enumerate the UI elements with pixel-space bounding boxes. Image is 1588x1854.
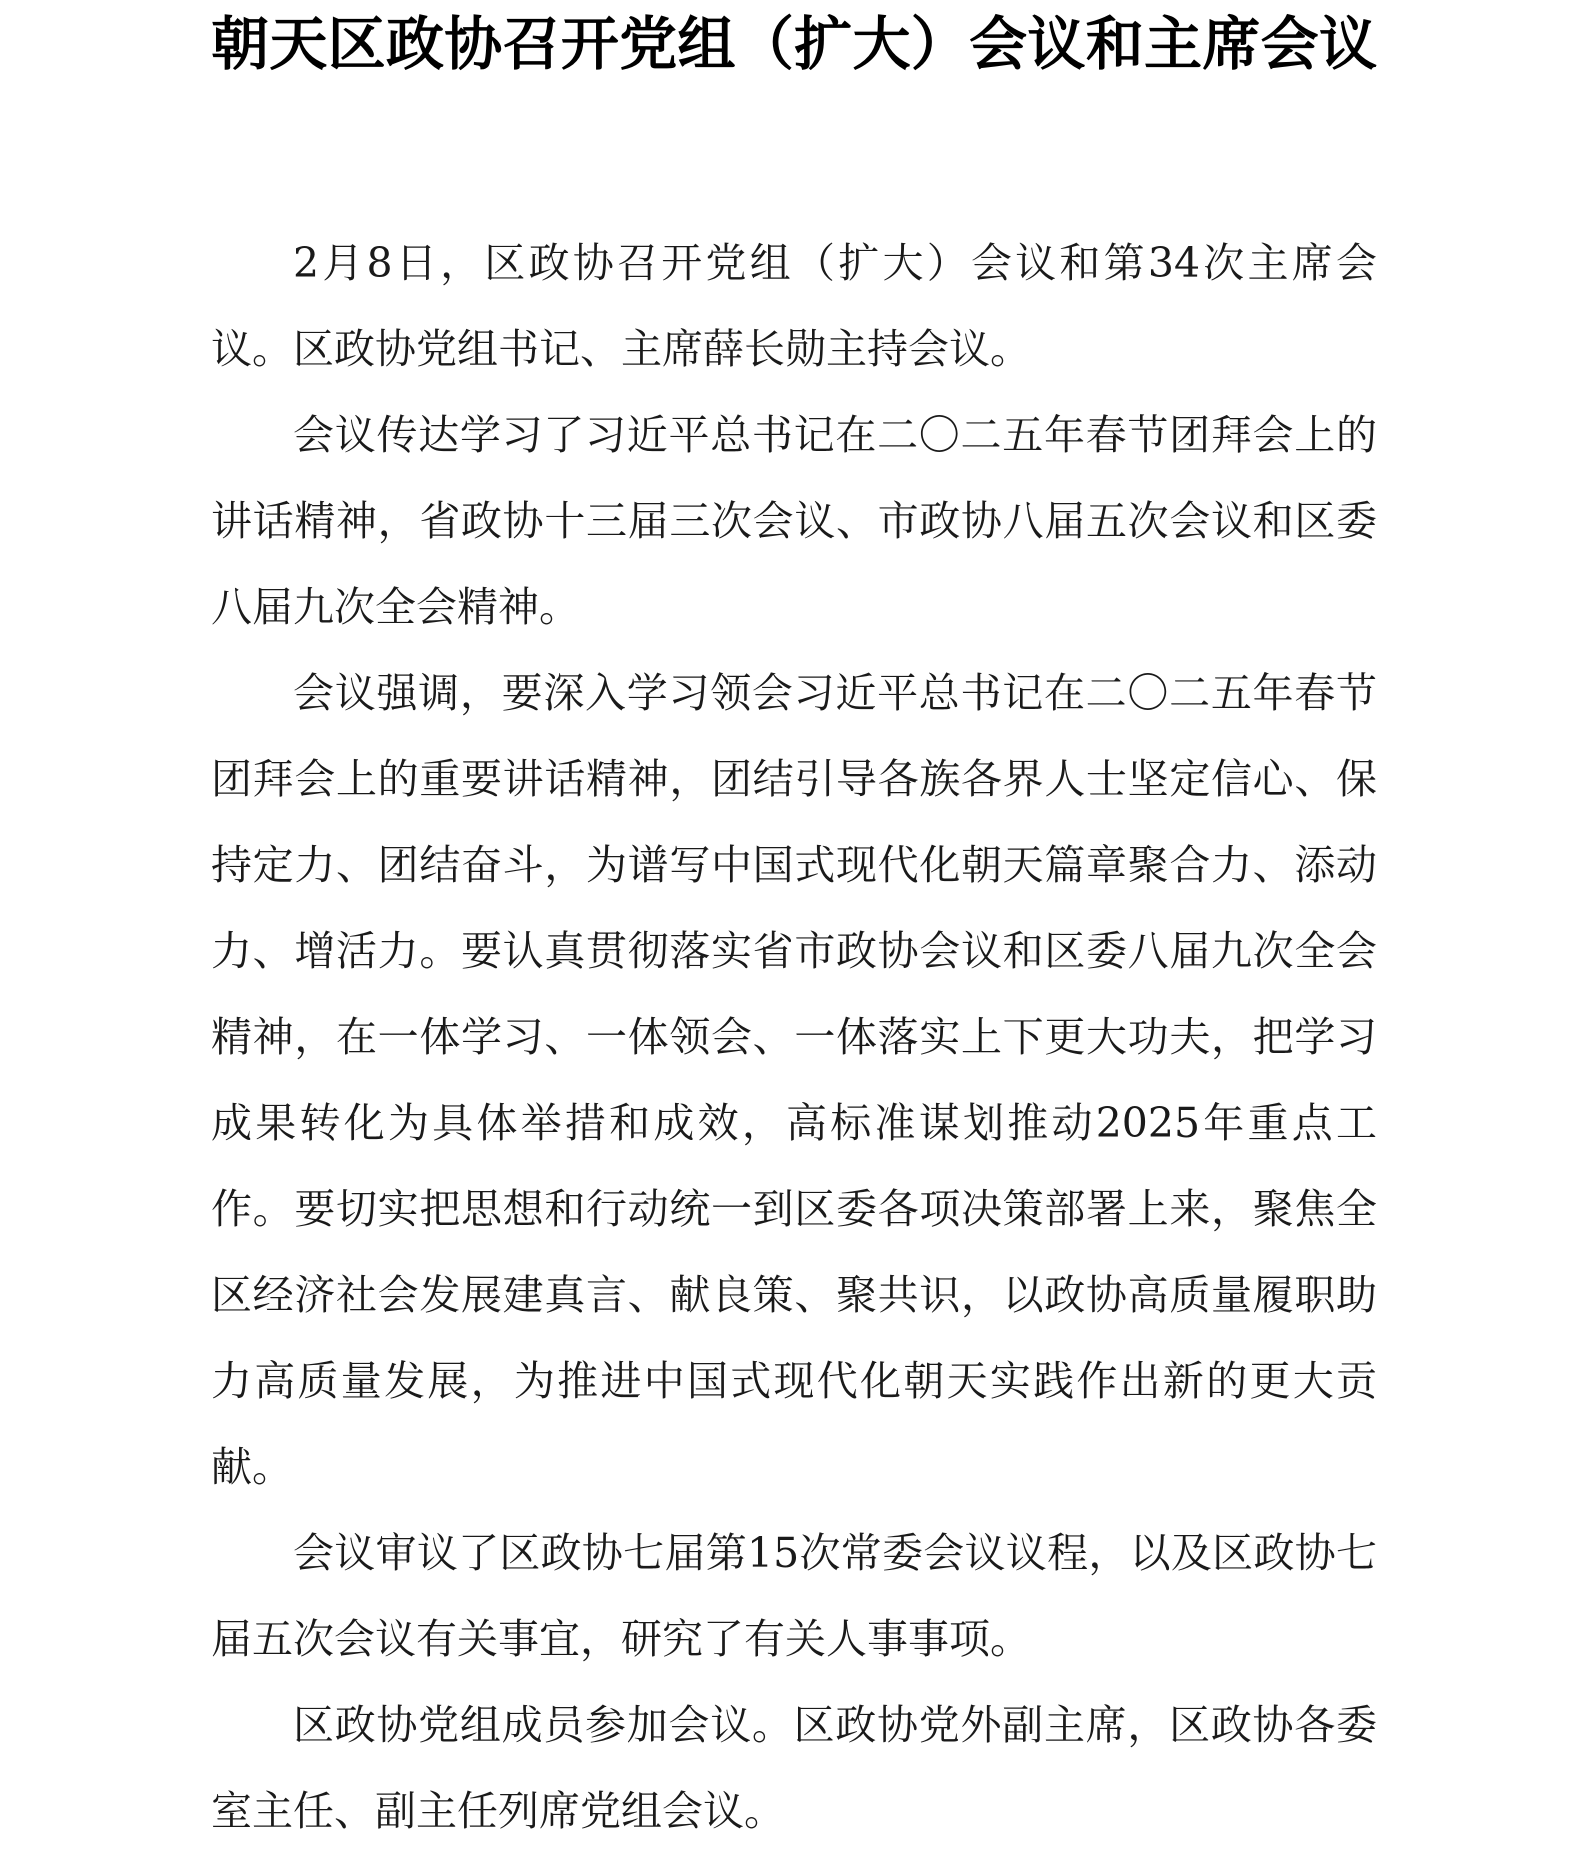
paragraph-meeting-review: 会议审议了区政协七届第15次常委会议议程，以及区政协七届五次会议有关事宜，研究了有关人事事项。: [211, 1529, 1377, 1663]
paragraph-attendees: 区政协党组成员参加会议。区政协党外副主席，区政协各委室主任、副主任列席党组会议。: [211, 1701, 1377, 1835]
paragraph-meeting-intro: 2月8日，区政协召开党组（扩大）会议和第34次主席会议。区政协党组书记、主席薛长勋主持会议。: [211, 239, 1377, 373]
paragraph-meeting-study: 会议传达学习了习近平总书记在二〇二五年春节团拜会上的讲话精神，省政协十三届三次会议、市政协八届五次会议和区委八届九次全会精神。: [211, 411, 1377, 631]
paragraph-meeting-emphasis: 会议强调，要深入学习领会习近平总书记在二〇二五年春节团拜会上的重要讲话精神，团结引导各族各界人士坚定信心、保持定力、团结奋斗，为谱写中国式现代化朝天篇章聚合力、添动力、增活力。要认真贯彻落实省市政协会议和区委八届九次全会精神，在一体学习、一体领会、一体落实上下更大功夫，把学习成果转化为具体举措和成效，高标准谋划推动2025年重点工作。要切实把思想和行动统一到区委各项决策部署上来，聚焦全区经济社会发展建真言、献良策、聚共识，以政协高质量履职助力高质量发展，为推进中国式现代化朝天实践作出新的更大贡献。: [211, 669, 1377, 1491]
document-body: [211, 220, 1377, 1854]
document-page: [211, 0, 1377, 1854]
document-title: 朝天区政协召开党组（扩大）会议和主席会议: [211, 10, 1377, 78]
